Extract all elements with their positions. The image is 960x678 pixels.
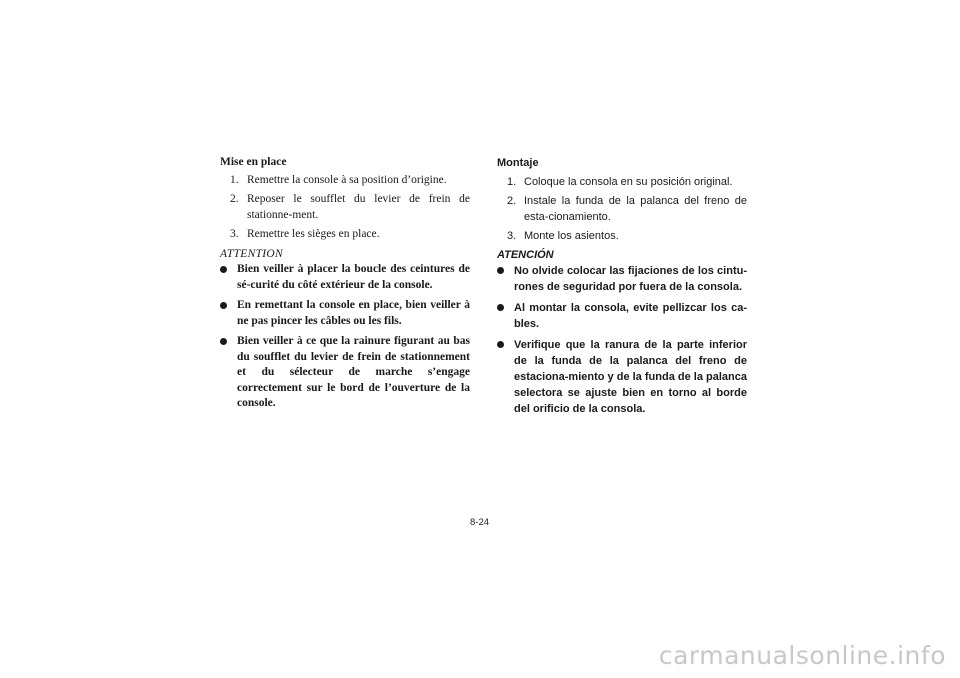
caution-heading-es: ATENCIÓN [497, 249, 554, 261]
steps-list-fr [220, 173, 470, 243]
step-number: 3. [507, 230, 517, 242]
step-text: Remettre les sièges en place. [247, 228, 380, 240]
step-item [220, 192, 470, 223]
caution-text: En remettant la console en place, bien veiller à ne pas pincer les câbles ou les fils. [237, 299, 470, 327]
step-item [497, 174, 747, 190]
caution-item [497, 263, 747, 295]
caution-text: Verifique que la ranura de la parte inferior de la funda de la palanca del freno de estaciona-miento y de la funda de la palanca selectora se ajuste bien en torno al borde del orificio de la consola. [514, 339, 747, 415]
step-number: 2. [230, 193, 239, 205]
step-item [220, 227, 470, 243]
section-heading-es: Montaje [497, 157, 539, 169]
page-number: 8-24 [470, 517, 490, 528]
bullet-icon [220, 266, 227, 273]
step-item [497, 193, 747, 225]
bullet-icon [220, 338, 227, 345]
bullet-icon [497, 341, 504, 348]
step-number: 1. [507, 176, 517, 188]
caution-list-es [497, 263, 747, 417]
caution-text: Bien veiller à placer la boucle des ceintures de sé-curité du côté extérieur de la console. [237, 263, 470, 291]
caution-item [497, 337, 747, 417]
step-number: 1. [230, 173, 239, 186]
step-text: Monte los asientos. [524, 230, 619, 242]
caution-text: Al montar la consola, evite pellizcar los ca-bles. [514, 302, 747, 330]
step-number: 2. [507, 195, 517, 207]
step-text: Coloque la consola en su posición original. [524, 176, 733, 188]
caution-heading-fr: ATTENTION [220, 247, 283, 260]
caution-list-fr [220, 262, 470, 412]
step-item [220, 173, 470, 189]
steps-list-es [497, 174, 747, 244]
step-item [497, 228, 747, 244]
step-text: Reposer le soufflet du levier de frein de stationne-ment. [247, 193, 470, 221]
caution-text: No olvide colocar las fijaciones de los cintu-rones de seguridad por fuera de la consola. [514, 265, 747, 293]
bullet-icon [497, 267, 504, 274]
caution-item [220, 298, 470, 329]
step-number: 3. [230, 228, 239, 240]
section-heading-fr: Mise en place [220, 156, 287, 168]
watermark: carmanualsonline.info [658, 641, 946, 670]
step-text: Instale la funda de la palanca del freno de esta-cionamiento. [524, 195, 747, 223]
caution-item [220, 334, 470, 412]
bullet-icon [497, 304, 504, 311]
spanish-column [497, 155, 747, 422]
step-text: Remettre la console à sa position d’origine. [247, 173, 447, 186]
caution-item [497, 300, 747, 332]
bullet-icon [220, 302, 227, 309]
caution-text: Bien veiller à ce que la rainure figurant au bas du soufflet du levier de frein de stationnement et du sélecteur de marche s’engage correctement sur le bord de l’ouverture de la console. [237, 335, 470, 409]
caution-item [220, 262, 470, 293]
french-column [220, 155, 470, 417]
